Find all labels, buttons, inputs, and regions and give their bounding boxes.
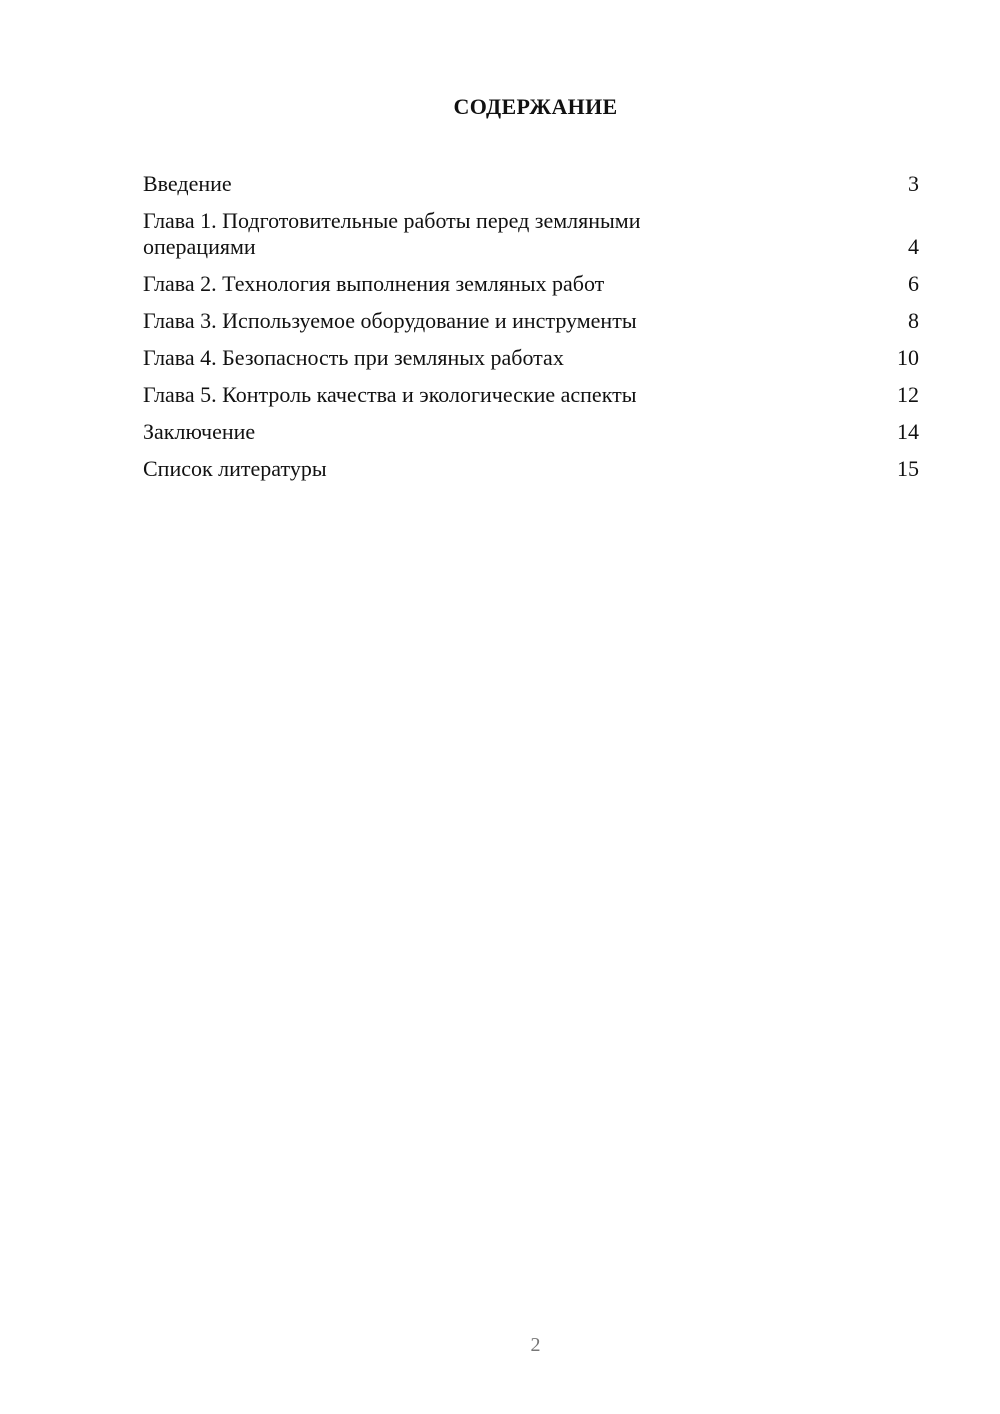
toc-entry-page: 15 bbox=[897, 456, 919, 481]
toc-entry-conclusion bbox=[143, 419, 919, 445]
toc-entry-page: 14 bbox=[897, 419, 919, 444]
toc-entry-page: 4 bbox=[908, 234, 919, 259]
toc-entry-title: Глава 1. Подготовительные работы перед земляными операциями bbox=[143, 208, 641, 259]
toc-entry-title: Заключение bbox=[143, 419, 256, 444]
table-of-contents bbox=[143, 171, 919, 493]
toc-entry-chapter-3 bbox=[143, 308, 919, 334]
toc-entry-chapter-5 bbox=[143, 382, 919, 408]
toc-entry-chapter-1 bbox=[143, 208, 919, 260]
toc-entry-page: 3 bbox=[908, 171, 919, 196]
toc-entry-title: Глава 3. Используемое оборудование и инструменты bbox=[143, 308, 637, 333]
toc-entry-references bbox=[143, 456, 919, 482]
toc-entry-chapter-4 bbox=[143, 345, 919, 371]
toc-entry-chapter-2 bbox=[143, 271, 919, 297]
toc-entry-title: Список литературы bbox=[143, 456, 327, 481]
toc-entry-page: 8 bbox=[908, 308, 919, 333]
page-title: СОДЕРЖАНИЕ bbox=[453, 94, 618, 119]
toc-entry-title: Введение bbox=[143, 171, 232, 196]
toc-entry-page: 12 bbox=[897, 382, 919, 407]
toc-entry-page: 6 bbox=[908, 271, 919, 296]
toc-entry-page: 10 bbox=[897, 345, 919, 370]
toc-entry-title: Глава 2. Технология выполнения земляных работ bbox=[143, 271, 605, 296]
page-number: 2 bbox=[530, 1334, 541, 1356]
toc-entry-introduction bbox=[143, 171, 919, 197]
toc-entry-title: Глава 4. Безопасность при земляных работах bbox=[143, 345, 564, 370]
toc-entry-title: Глава 5. Контроль качества и экологические аспекты bbox=[143, 382, 637, 407]
